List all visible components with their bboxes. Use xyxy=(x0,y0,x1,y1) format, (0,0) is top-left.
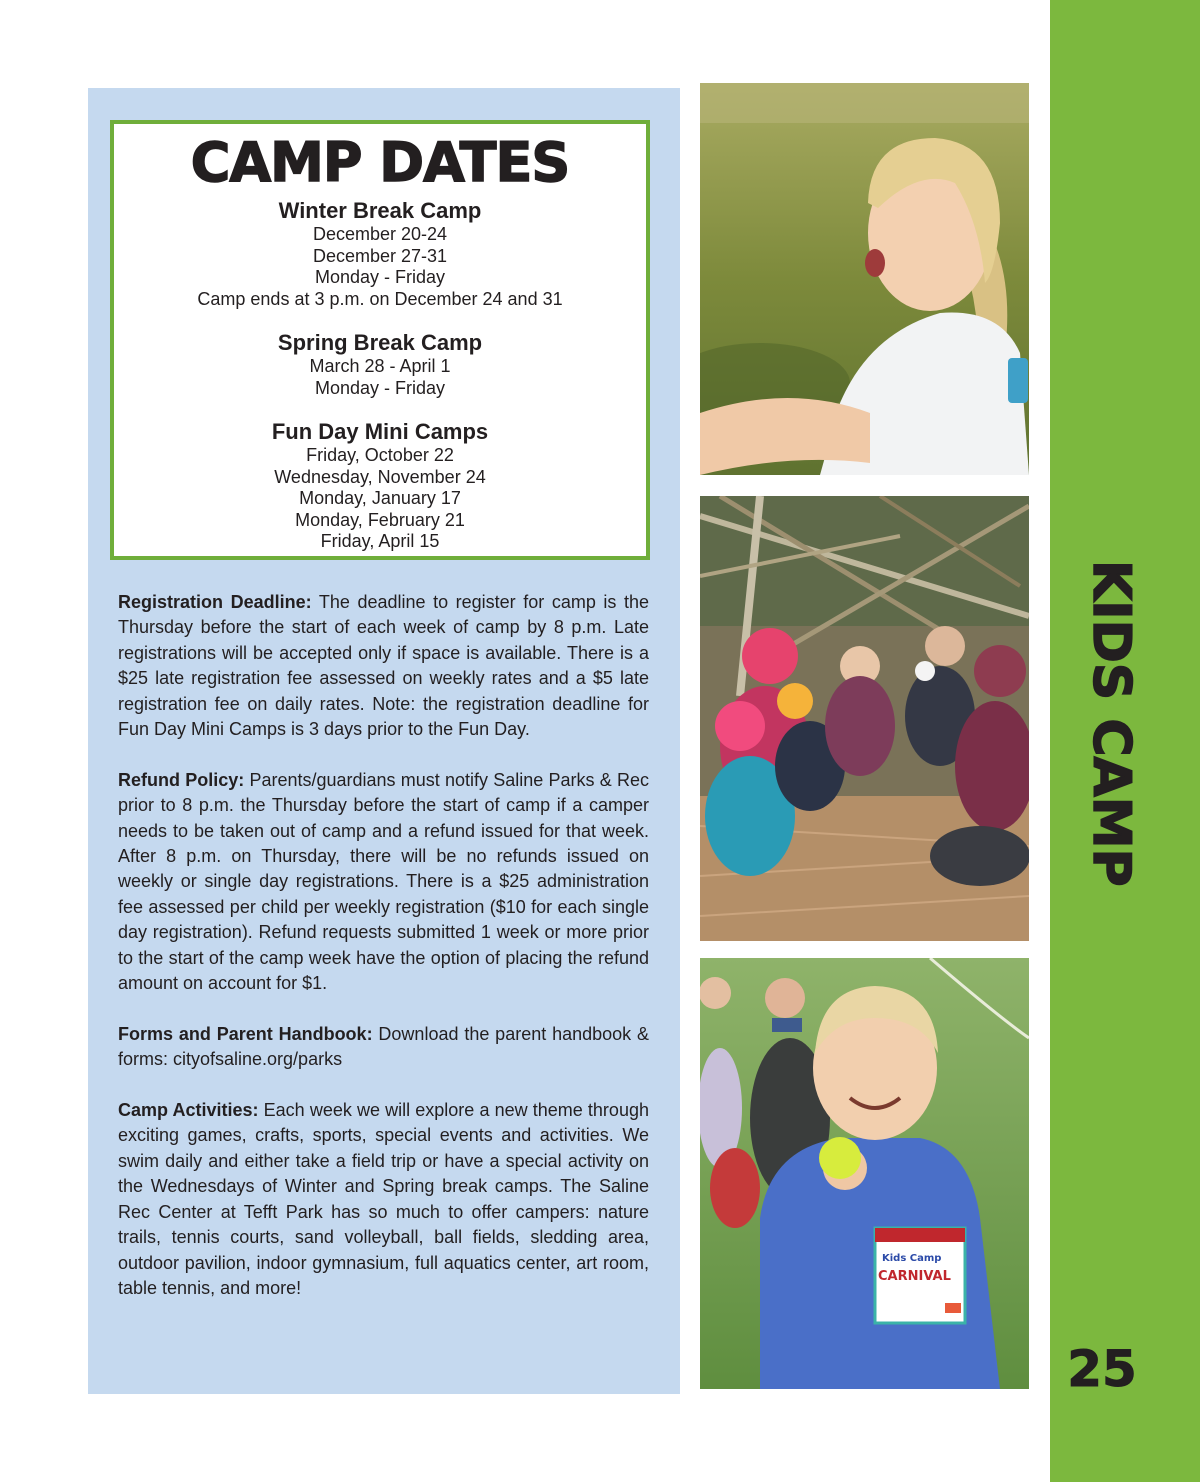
fun-day-camp-block xyxy=(114,419,646,553)
camp-dates-box xyxy=(110,120,650,560)
camp-name: Winter Break Camp xyxy=(278,198,482,223)
camp-activities-paragraph xyxy=(118,1098,649,1301)
photo-girl-laughing xyxy=(700,83,1029,475)
camp-date-line: Monday, January 17 xyxy=(299,488,461,508)
forms-handbook-paragraph xyxy=(118,1022,649,1073)
registration-deadline-paragraph xyxy=(118,590,649,742)
camp-name: Fun Day Mini Camps xyxy=(271,419,489,444)
refund-policy-paragraph xyxy=(118,768,649,997)
paragraph-text: Parents/guardians must notify Saline Parks & Rec prior to 8 p.m. the Thursday before the start of camp if a camper needs to be taken out of camp and a refund issued for that week. After 8 p.m. on Thursday, there will be no refunds issued on weekly or single day registrations. There is a $25 administration fee assessed per child per weekly registration ($10 for each single day registration). Refund requests submitted 1 week or more prior to the start of the camp week have the option of placing the refund amount on account for $1. xyxy=(118,769,649,994)
camp-date-line: Camp ends at 3 p.m. on December 24 and 31 xyxy=(197,288,563,309)
camp-date-line: December 20-24 xyxy=(312,224,448,244)
paragraph-heading: Refund Policy: xyxy=(118,769,245,790)
camp-date-line: December 27-31 xyxy=(312,245,448,266)
paragraph-text: The deadline to register for camp is the Thursday before the start of each week of camp by 8 p.m. Late registrations will be accepted only if space is available. There is a $25 late registration fee assessed on weekly rates and a $5 late registration fee on daily rates. Note: the registration deadline for Fun Day Mini Camps is 3 days prior to the Fun Day. xyxy=(118,592,649,740)
badge-line1: Kids Camp xyxy=(882,1253,942,1264)
camp-date-line: Monday - Friday xyxy=(314,377,446,398)
page-number: 25 xyxy=(1067,1340,1137,1398)
camp-date-line: March 28 - April 1 xyxy=(309,356,451,376)
badge-line2: CARNIVAL xyxy=(878,1269,951,1284)
camp-date-line: Friday, April 15 xyxy=(320,531,440,551)
camp-date-line: Friday, October 22 xyxy=(306,445,454,465)
camp-date-line: Monday - Friday xyxy=(314,267,446,287)
paragraph-heading: Registration Deadline: xyxy=(118,592,312,612)
paragraph-heading: Forms and Parent Handbook: xyxy=(118,1023,373,1044)
paragraph-text: Each week we will explore a new theme through exciting games, crafts, sports, special events and activities. We swim daily and either take a field trip or have a special activity on the Wednesdays of Winter and Spring break camps. The Saline Rec Center at Tefft Park has so much to offer campers: nature trails, tennis courts, sand volleyball, ball fields, sledding area, outdoor pavilion, indoor gymnasium, full aquatics center, art room, table tennis, and more! xyxy=(118,1100,649,1298)
spring-camp-block xyxy=(114,330,646,399)
paragraph-heading: Camp Activities: xyxy=(118,1100,259,1121)
paragraph-text: Download the parent handbook & forms: cityofsaline.org/parks xyxy=(118,1023,649,1070)
camp-dates-title: CAMP DATES xyxy=(190,131,570,194)
camp-date-line: Monday, February 21 xyxy=(295,509,465,530)
winter-camp-block xyxy=(114,198,646,310)
camp-date-line: Wednesday, November 24 xyxy=(274,466,486,487)
section-label-text: KIDS CAMP xyxy=(1081,560,1141,887)
camp-name: Spring Break Camp xyxy=(277,330,483,355)
section-label xyxy=(1081,560,1141,910)
photo-kids-in-fort xyxy=(700,496,1029,941)
camp-info-text xyxy=(118,590,649,1327)
photo-boy-with-ball xyxy=(700,958,1029,1389)
